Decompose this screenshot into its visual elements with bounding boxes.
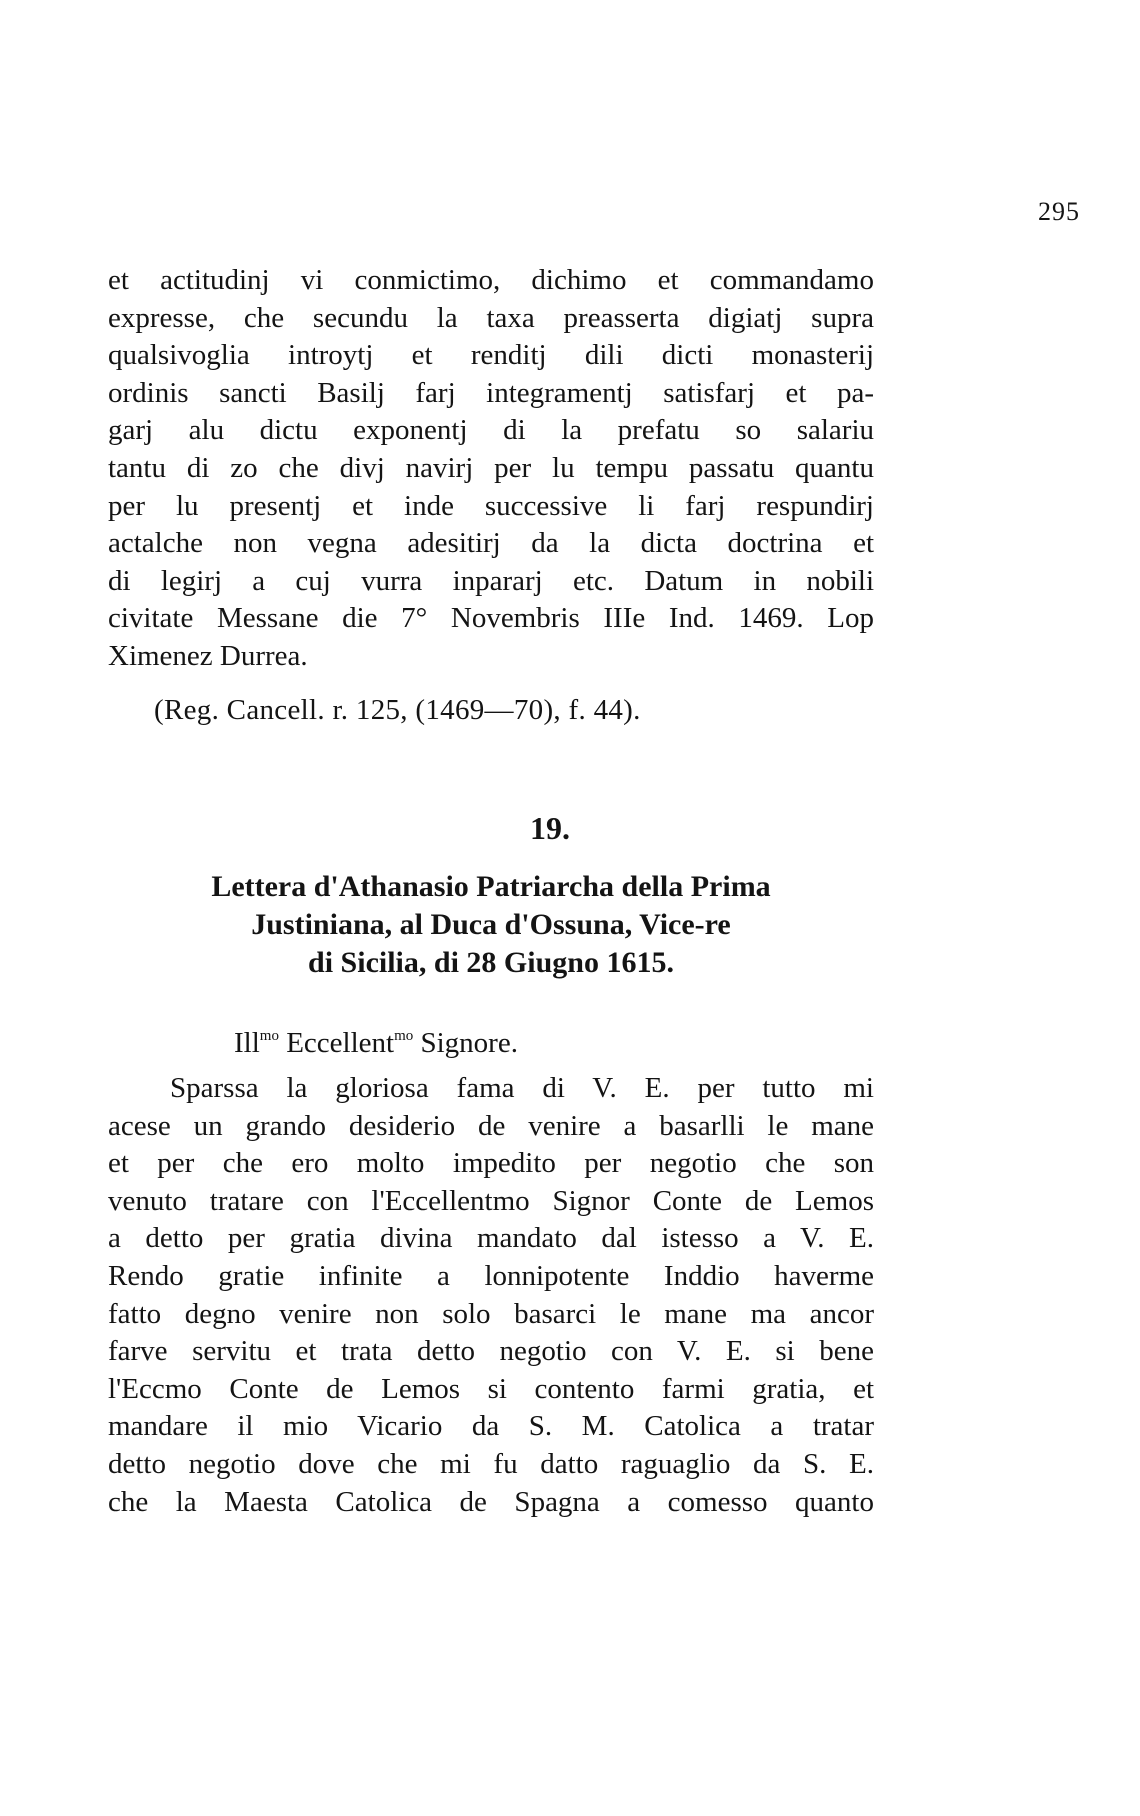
text-line: et per che ero molto impedito per negotio che son <box>108 1147 874 1180</box>
document-number-label: 19. <box>530 810 570 846</box>
text-line: civitate Messane die 7° Novembris IIIe Ind. 1469. Lop <box>108 602 874 635</box>
text-line: Ximenez Durrea. <box>108 639 308 672</box>
letter-body <box>108 1070 874 1521</box>
salutation-eccellentmo: Eccellent <box>286 1027 395 1059</box>
title-line: Lettera d'Athanasio Patriarcha della Prima <box>211 870 771 903</box>
text-line: venuto tratare con l'Eccellentmo Signor Conte de Lemos <box>108 1184 874 1217</box>
text-line: qualsivoglia introytj et renditj dili dicti monasterij <box>108 339 874 372</box>
text-line: fatto degno venire non solo basarci le mane ma ancor <box>108 1297 874 1330</box>
text-line: a detto per gratia divina mandato dal istesso a V. E. <box>108 1222 874 1255</box>
text-line: expresse, che secundu la taxa preasserta digiatj supra <box>108 301 874 334</box>
title-line: Justiniana, al Duca d'Ossuna, Vice-re <box>251 908 731 941</box>
page-number: 295 <box>1038 197 1080 226</box>
salutation-eccellentmo-superscript: mo <box>394 1028 414 1044</box>
text-line: ordinis sancti Basilj farj integramentj satisfarj et pa- <box>108 376 874 409</box>
text-line: mandare il mio Vicario da S. M. Catolica a tratar <box>108 1410 874 1443</box>
text-line: Rendo gratie infinite a lonnipotente Inddio haverme <box>108 1259 874 1292</box>
salutation-illmo-superscript: mo <box>259 1028 279 1044</box>
text-line: di legirj a cuj vurra inpararj etc. Datum in nobili <box>108 564 874 597</box>
text-line: actalche non vegna adesitirj da la dicta doctrina et <box>108 527 874 560</box>
text-line: l'Eccmo Conte de Lemos si contento farmi gratia, et <box>108 1372 874 1405</box>
salutation-signore: Signore. <box>420 1027 518 1059</box>
text-line: acese un grando desiderio de venire a basarlli le mane <box>108 1109 874 1142</box>
text-line: garj alu dictu exponentj di la prefatu so salariu <box>108 414 874 447</box>
salutation-illmo: Ill <box>234 1027 260 1059</box>
document-title <box>108 868 874 982</box>
text-line: farve servitu et trata detto negotio con V. E. si bene <box>108 1335 874 1368</box>
text-line: tantu di zo che divj navirj per lu tempu passatu quantu <box>108 451 874 484</box>
title-line: di Sicilia, di 28 Giugno 1615. <box>308 946 674 979</box>
document-number <box>0 810 1140 847</box>
text-line: Sparssa la gloriosa fama di V. E. per tutto mi <box>170 1072 874 1104</box>
salutation <box>234 1018 518 1062</box>
text-line: detto negotio dove che mi fu datto raguaglio da S. E. <box>108 1447 874 1480</box>
previous-letter-text <box>108 262 874 676</box>
archival-reference: (Reg. Cancell. r. 125, (1469—70), f. 44). <box>154 694 641 726</box>
text-line: che la Maesta Catolica de Spagna a comesso quanto <box>108 1485 874 1518</box>
text-line: et actitudinj vi conmictimo, dichimo et commandamo <box>108 264 874 296</box>
text-line: per lu presentj et inde successive li farj respundirj <box>108 489 874 522</box>
